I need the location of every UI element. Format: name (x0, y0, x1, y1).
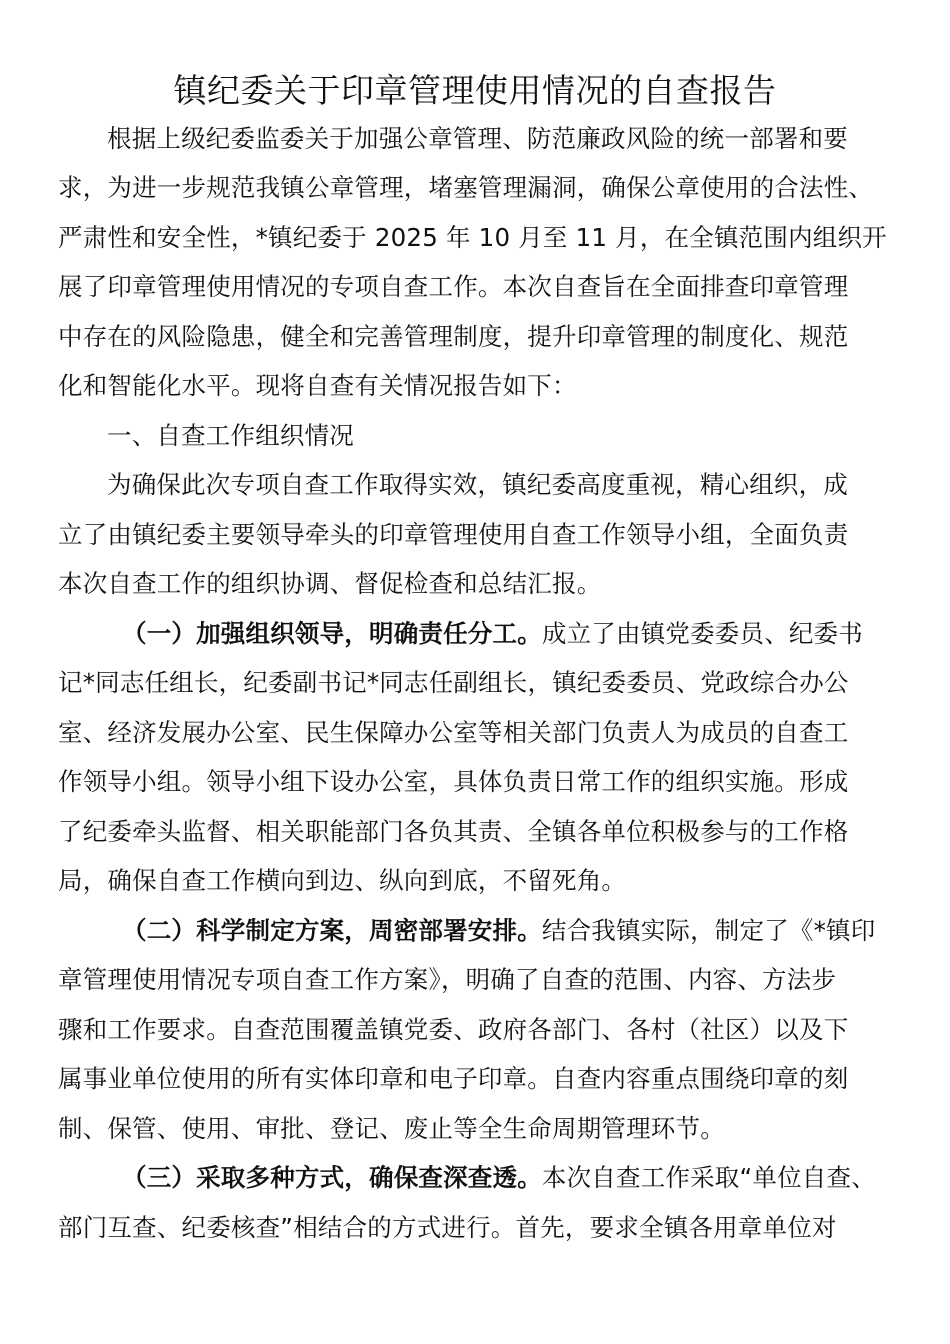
sub3-heading: （三）采取多种方式，确保查深查透。 (122, 1163, 542, 1192)
sub1-line-2: 记*同志任组长，纪委副书记*同志任副组长，镇纪委委员、党政综合办公 (58, 668, 849, 697)
sub1-heading: （一）加强组织领导，明确责任分工。 (122, 619, 542, 648)
sub3-line-2: 部门互查、纪委核查”相结合的方式进行。首先，要求全镇各用章单位对 (58, 1213, 837, 1242)
intro-line-6: 化和智能化水平。现将自查有关情况报告如下： (58, 371, 577, 400)
intro-line-3: 严肃性和安全性，*镇纪委于 2025 年 10 月至 11 月，在全镇范围内组织开 (58, 223, 887, 252)
intro-line-5: 中存在的风险隐患，健全和完善管理制度，提升印章管理的制度化、规范 (58, 322, 849, 351)
intro-line-2: 求，为进一步规范我镇公章管理，堵塞管理漏洞，确保公章使用的合法性、 (58, 173, 874, 202)
intro-line-4: 展了印章管理使用情况的专项自查工作。本次自查旨在全面排查印章管理 (58, 272, 849, 301)
sub2-first-line (122, 906, 875, 956)
sub2-first-text: 结合我镇实际，制定了《*镇印 (541, 916, 876, 945)
sub1-line-6: 局，确保自查工作横向到边、纵向到底，不留死角。 (58, 866, 627, 895)
sub1-first-line (122, 609, 863, 659)
sub2-line-2: 章管理使用情况专项自查工作方案》，明确了自查的范围、内容、方法步 (58, 965, 837, 994)
sub2-heading: （二）科学制定方案，周密部署安排。 (122, 916, 542, 945)
document-title: 镇纪委关于印章管理使用情况的自查报告 (173, 71, 777, 110)
sub3-first-text: 本次自查工作采取“单位自查、 (541, 1163, 876, 1192)
section1-line-2: 立了由镇纪委主要领导牵头的印章管理使用自查工作领导小组，全面负责 (58, 520, 849, 549)
section1-line-1: 为确保此次专项自查工作取得实效，镇纪委高度重视，精心组织，成 (107, 470, 848, 499)
section1-line-3: 本次自查工作的组织协调、督促检查和总结汇报。 (58, 569, 602, 598)
sub2-line-3: 骤和工作要求。自查范围覆盖镇党委、政府各部门、各村（社区）以及下 (58, 1015, 849, 1044)
sub2-line-5: 制、保管、使用、审批、登记、废止等全生命周期管理环节。 (58, 1114, 725, 1143)
sub1-line-4: 作领导小组。领导小组下设办公室，具体负责日常工作的组织实施。形成 (58, 767, 849, 796)
sub2-line-4: 属事业单位使用的所有实体印章和电子印章。自查内容重点围绕印章的刻 (58, 1064, 849, 1093)
sub1-first-text: 成立了由镇党委委员、纪委书 (541, 619, 864, 648)
sub1-line-5: 了纪委牵头监督、相关职能部门各负其责、全镇各单位积极参与的工作格 (58, 817, 849, 846)
sub3-first-line (122, 1153, 876, 1203)
sub1-line-3: 室、经济发展办公室、民生保障办公室等相关部门负责人为成员的自查工 (58, 718, 849, 747)
section-heading-1: 一、自查工作组织情况 (107, 421, 354, 450)
intro-line-1: 根据上级纪委监委关于加强公章管理、防范廉政风险的统一部署和要 (107, 124, 848, 153)
